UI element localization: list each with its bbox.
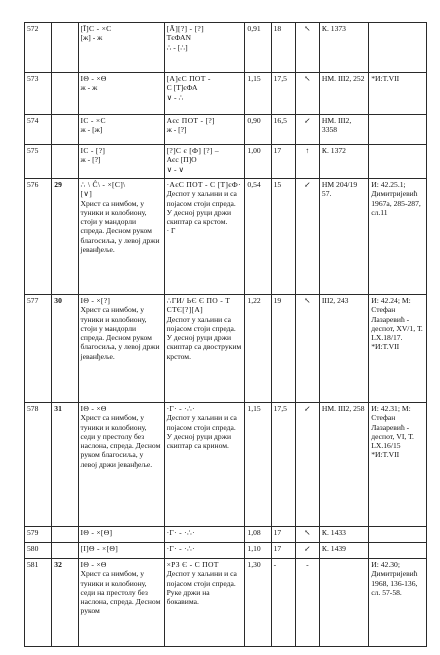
die-axis-arrow-icon: ↙ xyxy=(304,544,311,553)
die-axis-cell xyxy=(295,145,319,179)
table-row xyxy=(25,73,427,115)
obverse-cell xyxy=(78,295,164,403)
reverse-cell xyxy=(164,403,245,527)
die-axis-arrow-icon: ↖ xyxy=(304,528,311,537)
literature-cell xyxy=(369,179,427,295)
reverse-legend: ∴ГИ/ ЬЄ Є ПО - Т СТЄ[?][А] xyxy=(166,296,231,315)
reverse-cell xyxy=(164,145,245,179)
reverse-description: Деспот у хаљини са појасом стоји спреда. У десној руци држи скиптар са двоструким крстом. xyxy=(166,314,242,361)
weight-cell xyxy=(245,115,271,145)
inventory-cell xyxy=(319,559,368,647)
reverse-legend: ·АєС ПОТ - С [Т]єФ· xyxy=(166,180,241,189)
catalog-number: 581 xyxy=(27,560,39,569)
inventory-cell xyxy=(319,145,368,179)
inventory-number: НМ. III2, 252 xyxy=(321,74,365,83)
die-axis-cell xyxy=(295,543,319,559)
weight-cell xyxy=(245,179,271,295)
die-axis-arrow-icon: ↖ xyxy=(304,24,311,33)
die-axis-cell xyxy=(295,23,319,73)
literature-cell xyxy=(369,115,427,145)
table-row xyxy=(25,295,427,403)
weight-value: 1,15 xyxy=(247,74,261,83)
type-number: 32 xyxy=(54,560,62,569)
obverse-description: Христ са нимбом, у туники и колобиону, седи на престолу без наслона, спреда. Десном руком xyxy=(80,569,161,616)
obverse-cell xyxy=(78,559,164,647)
literature-cell xyxy=(369,527,427,543)
diameter-value: - xyxy=(273,560,277,569)
inventory-cell xyxy=(319,179,368,295)
type-number-cell xyxy=(52,559,78,647)
catalog-number-cell xyxy=(25,295,52,403)
literature-reference: *И:T.VII xyxy=(371,74,400,83)
weight-value: 1,22 xyxy=(247,296,261,305)
literature-reference: И: 42.25.1; Димитријевић 1967а, 285-287, сл.11 xyxy=(371,180,421,217)
obverse-description: Христ са нимбом, у туники и колобиону, седи у престолу без наслона, спреда. Десном руком благосиља, у левој држи јеванђеље. xyxy=(80,413,161,469)
reverse-cell xyxy=(164,559,245,647)
weight-cell xyxy=(245,543,271,559)
catalog-number-cell xyxy=(25,73,52,115)
obverse-description: ж - [ж] xyxy=(80,125,103,135)
catalog-rows xyxy=(25,23,427,647)
inventory-cell xyxy=(319,527,368,543)
diameter-value: 18 xyxy=(273,24,282,33)
obverse-legend: IC - ×C xyxy=(80,116,106,125)
weight-cell xyxy=(245,23,271,73)
literature-cell xyxy=(369,559,427,647)
reverse-description: ж - [?] xyxy=(166,125,187,135)
literature-cell xyxy=(369,73,427,115)
die-axis-arrow-icon: ↖ xyxy=(304,74,311,83)
catalog-number: 575 xyxy=(27,146,39,155)
catalog-number: 577 xyxy=(27,296,39,305)
weight-cell xyxy=(245,295,271,403)
obverse-cell xyxy=(78,23,164,73)
catalog-number-cell xyxy=(25,403,52,527)
type-number: 29 xyxy=(54,180,62,189)
reverse-cell xyxy=(164,73,245,115)
reverse-legend: ·Г· - ·∴· xyxy=(166,404,195,413)
table-row xyxy=(25,23,427,73)
diameter-cell xyxy=(271,23,295,73)
table-row xyxy=(25,179,427,295)
literature-reference: И: 42.31; М: Стефан Лазаревић - деспот, VI, Т. LX.16/15 *И:T.VII xyxy=(371,404,414,460)
diameter-cell xyxy=(271,295,295,403)
inventory-cell xyxy=(319,543,368,559)
obverse-description: Христ са нимбом, у туники и колобиону, стоји у мандорли спреда. Десном руком благосиља, у левој држи јеванђеље. xyxy=(80,198,160,254)
reverse-description: Деспот у хаљини и са појасом стоји спреда. У десној руци држи скиптар са крином. xyxy=(166,413,237,450)
obverse-legend: [Ī]C - ×C xyxy=(80,24,112,33)
weight-value: 1,00 xyxy=(247,146,261,155)
obverse-legend: IΘ - ×Θ xyxy=(80,74,107,83)
die-axis-arrow-icon: ↙ xyxy=(304,404,311,413)
die-axis-cell xyxy=(295,179,319,295)
table-row xyxy=(25,559,427,647)
obverse-cell xyxy=(78,115,164,145)
reverse-cell xyxy=(164,543,245,559)
diameter-cell xyxy=(271,559,295,647)
obverse-legend: [I]Θ - ×[Θ] xyxy=(80,544,119,553)
reverse-cell xyxy=(164,527,245,543)
diameter-value: 19 xyxy=(273,296,282,305)
inventory-number: НМ. III2, 3358 xyxy=(321,116,352,135)
obverse-legend: IΘ - ×[?] xyxy=(80,296,111,305)
reverse-description: Деспот у хаљини и са појасом стоји спреда. Руке држи на бокавима. xyxy=(166,569,237,606)
diameter-cell xyxy=(271,403,295,527)
catalog-number-cell xyxy=(25,145,52,179)
type-number-cell xyxy=(52,295,78,403)
catalog-number: 572 xyxy=(27,24,39,33)
catalog-number-cell xyxy=(25,23,52,73)
diameter-value: 17,5 xyxy=(273,74,287,83)
weight-value: 0,54 xyxy=(247,180,261,189)
die-axis-cell xyxy=(295,73,319,115)
literature-cell xyxy=(369,145,427,179)
inventory-number: НМ. III2, 258 xyxy=(321,404,365,413)
weight-value: 1,15 xyxy=(247,404,261,413)
die-axis-cell xyxy=(295,527,319,543)
obverse-legend: ∴ \ Ĉ\ - ×[C]\ [∨] xyxy=(80,180,126,199)
obverse-cell xyxy=(78,403,164,527)
obverse-cell xyxy=(78,145,164,179)
type-number-cell xyxy=(52,527,78,543)
reverse-legend: [Ā][?] - [?] xyxy=(166,24,204,33)
table-row xyxy=(25,403,427,527)
weight-cell xyxy=(245,73,271,115)
catalog-number: 573 xyxy=(27,74,39,83)
catalog-number-cell xyxy=(25,527,52,543)
type-number-cell xyxy=(52,543,78,559)
die-axis-cell xyxy=(295,559,319,647)
weight-cell xyxy=(245,403,271,527)
catalog-number: 576 xyxy=(27,180,39,189)
catalog-number-cell xyxy=(25,559,52,647)
reverse-description: Деспот у хаљини и са појасом стоји спреда. У десној руци држи скиптар са крстом. · Г xyxy=(166,189,237,236)
obverse-description: ж - [?] xyxy=(80,155,101,165)
weight-cell xyxy=(245,559,271,647)
inventory-number: К. 1372 xyxy=(321,146,346,155)
coin-catalog-table xyxy=(24,22,427,647)
inventory-number: НМ 204/19 57. xyxy=(321,180,358,199)
obverse-description: [ж] - ж xyxy=(80,33,103,43)
die-axis-arrow-icon: - xyxy=(306,560,309,569)
literature-reference: И: 42.24; М: Стефан Лазаревић - деспот, XV/1, Т. LX.18/17. *И:T.VII xyxy=(371,296,423,352)
obverse-cell xyxy=(78,179,164,295)
obverse-legend: IΘ - ×Θ xyxy=(80,560,107,569)
diameter-cell xyxy=(271,543,295,559)
inventory-cell xyxy=(319,23,368,73)
reverse-cell xyxy=(164,115,245,145)
obverse-cell xyxy=(78,543,164,559)
inventory-number: К. 1433 xyxy=(321,528,346,537)
die-axis-arrow-icon: ↙ xyxy=(304,180,311,189)
obverse-cell xyxy=(78,527,164,543)
diameter-value: 17 xyxy=(273,146,282,155)
weight-cell xyxy=(245,145,271,179)
literature-cell xyxy=(369,543,427,559)
weight-value: 1,08 xyxy=(247,528,261,537)
table-row xyxy=(25,543,427,559)
type-number-cell xyxy=(52,403,78,527)
reverse-cell xyxy=(164,23,245,73)
inventory-number: К. 1439 xyxy=(321,544,346,553)
catalog-number: 580 xyxy=(27,544,39,553)
reverse-legend: ·Г· - ·∴· xyxy=(166,528,195,537)
catalog-number-cell xyxy=(25,115,52,145)
obverse-cell xyxy=(78,73,164,115)
table-row xyxy=(25,145,427,179)
weight-value: 0,90 xyxy=(247,116,261,125)
obverse-legend: IΘ - ×Θ xyxy=(80,404,107,413)
catalog-number-cell xyxy=(25,179,52,295)
die-axis-arrow-icon: ↙ xyxy=(304,116,311,125)
type-number-cell xyxy=(52,179,78,295)
die-axis-cell xyxy=(295,115,319,145)
obverse-legend: IC - [?] xyxy=(80,146,106,155)
inventory-cell xyxy=(319,73,368,115)
weight-value: 0,91 xyxy=(247,24,261,33)
type-number-cell xyxy=(52,23,78,73)
inventory-number: III2, 243 xyxy=(321,296,349,305)
reverse-legend: Аєс ПОТ - [?] xyxy=(166,116,215,125)
obverse-description: Христ са нимбом, у туники и колобиону, стоји у мандорли спреда. Десном руком благосиља, у левој држи јеванђеље. xyxy=(80,305,160,361)
catalog-number-cell xyxy=(25,543,52,559)
die-axis-arrow-icon: ↑ xyxy=(305,146,310,155)
reverse-cell xyxy=(164,179,245,295)
die-axis-arrow-icon: ↖ xyxy=(304,296,311,305)
literature-reference: И: 42.30; Димитријевић 1968, 136-136, сл. 57-58. xyxy=(371,560,418,597)
obverse-legend: IΘ - ×[Θ] xyxy=(80,528,113,537)
literature-cell xyxy=(369,23,427,73)
weight-value: 1,30 xyxy=(247,560,261,569)
reverse-description: Аєс [П]О ∨ - ∨ xyxy=(166,155,197,174)
reverse-description: ТєФАN ∴ - [∴] xyxy=(166,33,191,52)
catalog-number: 574 xyxy=(27,116,39,125)
type-number-cell xyxy=(52,73,78,115)
reverse-legend: ×РЗ Є - С ПОТ xyxy=(166,560,219,569)
die-axis-cell xyxy=(295,295,319,403)
catalog-number: 578 xyxy=(27,404,39,413)
inventory-number: К. 1373 xyxy=(321,24,346,33)
obverse-description: ж - ж xyxy=(80,83,98,93)
diameter-value: 16,5 xyxy=(273,116,287,125)
diameter-value: 17 xyxy=(273,544,282,553)
inventory-cell xyxy=(319,403,368,527)
type-number-cell xyxy=(52,145,78,179)
table-row xyxy=(25,527,427,543)
diameter-cell xyxy=(271,527,295,543)
diameter-value: 17,5 xyxy=(273,404,287,413)
type-number: 30 xyxy=(54,296,62,305)
literature-cell xyxy=(369,403,427,527)
reverse-legend: ·Г· - ·∴· xyxy=(166,544,195,553)
die-axis-cell xyxy=(295,403,319,527)
catalog-number: 579 xyxy=(27,528,39,537)
diameter-cell xyxy=(271,179,295,295)
inventory-cell xyxy=(319,115,368,145)
diameter-cell xyxy=(271,73,295,115)
diameter-cell xyxy=(271,145,295,179)
reverse-legend: [А]єС ПОТ - xyxy=(166,74,211,83)
literature-cell xyxy=(369,295,427,403)
weight-value: 1,10 xyxy=(247,544,261,553)
reverse-cell xyxy=(164,295,245,403)
table-row xyxy=(25,115,427,145)
type-number: 31 xyxy=(54,404,62,413)
weight-cell xyxy=(245,527,271,543)
type-number-cell xyxy=(52,115,78,145)
diameter-value: 17 xyxy=(273,528,282,537)
diameter-value: 15 xyxy=(273,180,282,189)
reverse-description: С [Т]єФА ∨ - ∴ xyxy=(166,83,198,102)
diameter-cell xyxy=(271,115,295,145)
inventory-cell xyxy=(319,295,368,403)
reverse-legend: [?]С є [Ф] [?] – xyxy=(166,146,220,155)
